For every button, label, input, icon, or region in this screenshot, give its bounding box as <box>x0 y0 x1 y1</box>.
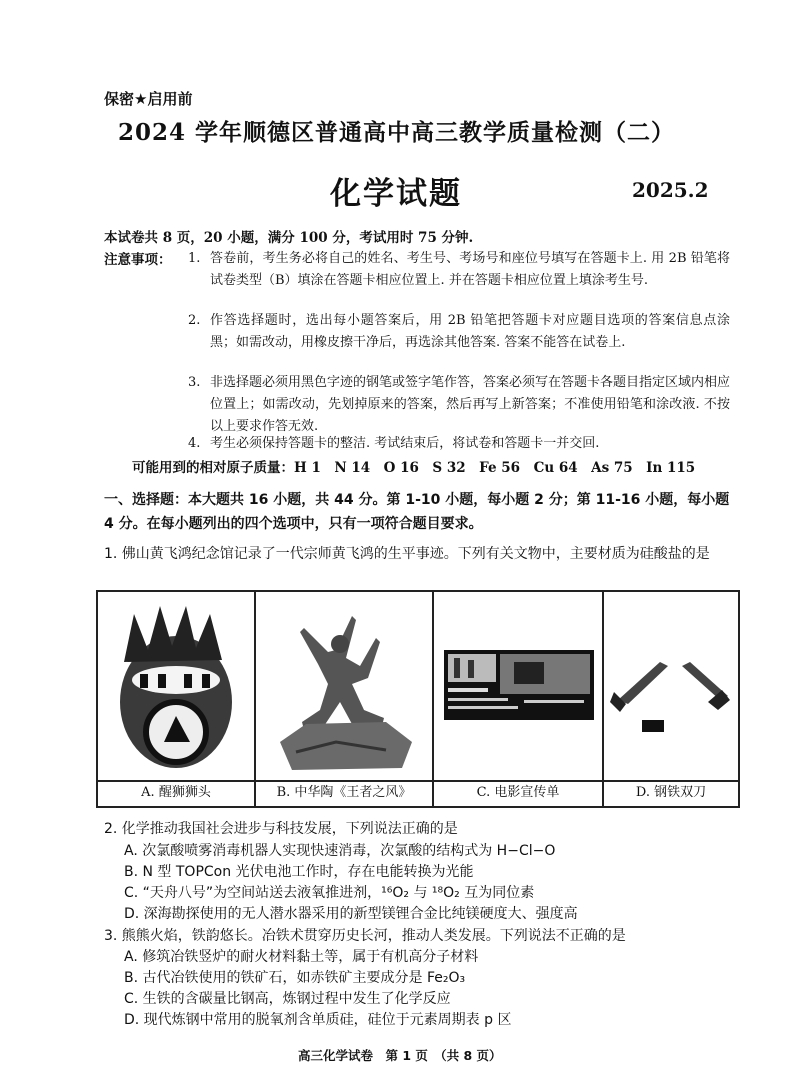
option-a-cell <box>98 592 256 806</box>
notice-item <box>188 433 730 455</box>
question-1-stem: 1. 佛山黄飞鸿纪念馆记录了一代宗师黄飞鸿的生平事迹。下列有关文物中，主要材质为硅酸盐的是 <box>104 546 710 562</box>
question-1-image-table <box>96 590 740 808</box>
movie-poster-image <box>434 592 602 782</box>
twin-blades-image <box>604 592 738 782</box>
question-2-stem: 2. 化学推动我国社会进步与科技发展，下列说法正确的是 <box>104 821 458 837</box>
exam-intro: 本试卷共 8 页，20 小题，满分 100 分，考试用时 75 分钟. <box>104 230 474 246</box>
notice-number: 4. <box>188 436 201 451</box>
option-d-label: D. 钢铁双刀 <box>604 780 738 806</box>
question-3-option: C. 生铁的含碳量比钢高，炼钢过程中发生了化学反应 <box>124 991 451 1007</box>
notice-label: 注意事项： <box>104 252 172 268</box>
question-2-option: B. N 型 TOPCon 光伏电池工作时，存在电能转换为光能 <box>124 864 474 880</box>
notice-text: 答卷前，考生务必将自己的姓名、考生号、考场号和座位号填写在答题卡上. 用 2B 铅笔将试卷类型（B）填涂在答题卡相应位置上. 并在答题卡相应位置上填涂考生号. <box>210 251 730 288</box>
notice-number: 3. <box>188 375 201 390</box>
notice-text: 考生必须保持答题卡的整洁. 考试结束后，将试卷和答题卡一并交回. <box>210 436 600 451</box>
option-d-cell <box>604 592 738 806</box>
question-3-option: B. 古代冶铁使用的铁矿石，如赤铁矿主要成分是 Fe₂O₃ <box>124 970 466 986</box>
question-3-stem: 3. 熊熊火焰，铁韵悠长。冶铁术贯穿历史长河，推动人类发展。下列说法不正确的是 <box>104 928 626 944</box>
notice-item <box>188 248 730 292</box>
subject-title: 化学试题 <box>330 176 462 212</box>
confidential-label: 保密★启用前 <box>104 90 193 108</box>
question-3-option: D. 现代炼钢中常用的脱氧剂含单质硅，硅位于元素周期表 p 区 <box>124 1012 512 1028</box>
question-3-option: A. 修筑冶铁竖炉的耐火材料黏土等，属于有机高分子材料 <box>124 949 479 965</box>
question-2-option: C. “天舟八号”为空间站送去液氧推进剂，¹⁶O₂ 与 ¹⁸O₂ 互为同位素 <box>124 885 535 901</box>
question-2-option: D. 深海勘探使用的无人潜水器采用的新型镁锂合金比纯镁硬度大、强度高 <box>124 906 578 922</box>
pottery-statue-image <box>256 592 432 782</box>
question-2-option: A. 次氯酸喷雾消毒机器人实现快速消毒，次氯酸的结构式为 H−Cl−O <box>124 843 556 859</box>
notice-number: 1. <box>188 251 201 266</box>
notice-text: 非选择题必须用黑色字迹的钢笔或签字笔作答，答案必须写在答题卡各题目指定区域内相应位置上；如需改动，先划掉原来的答案，然后再写上新答案；不准使用铅笔和涂改液. 不按以上要求作答无效. <box>210 375 731 434</box>
notice-item <box>188 372 730 438</box>
exam-title: 2024 学年顺德区普通高中高三教学质量检测（二） <box>118 119 676 146</box>
section-heading: 一、选择题：本大题共 16 小题，共 44 分。第 1-10 小题，每小题 2 分；第 11-16 小题，每小题 4 分。在每小题列出的四个选项中，只有一项符合题目要求。 <box>104 492 730 532</box>
option-c-label: C. 电影宣传单 <box>434 780 602 806</box>
lion-head-image <box>98 592 254 782</box>
option-c-cell <box>434 592 604 806</box>
option-b-cell <box>256 592 434 806</box>
notice-number: 2. <box>188 313 201 328</box>
notice-item <box>188 310 730 354</box>
page-footer: 高三化学试卷 第 1 页 （共 8 页） <box>298 1048 502 1063</box>
exam-date: 2025.2 <box>632 178 709 202</box>
option-b-label: B. 中华陶《王者之风》 <box>256 780 432 806</box>
option-a-label: A. 醒狮狮头 <box>98 780 254 806</box>
notice-text: 作答选择题时，选出每小题答案后，用 2B 铅笔把答题卡对应题目选项的答案信息点涂黑；如需改动，用橡皮擦干净后，再选涂其他答案. 答案不能答在试卷上. <box>210 313 730 350</box>
atomic-masses: 可能用到的相对原子质量：H 1 N 14 O 16 S 32 Fe 56 Cu 64 As 75 In 115 <box>132 460 696 476</box>
